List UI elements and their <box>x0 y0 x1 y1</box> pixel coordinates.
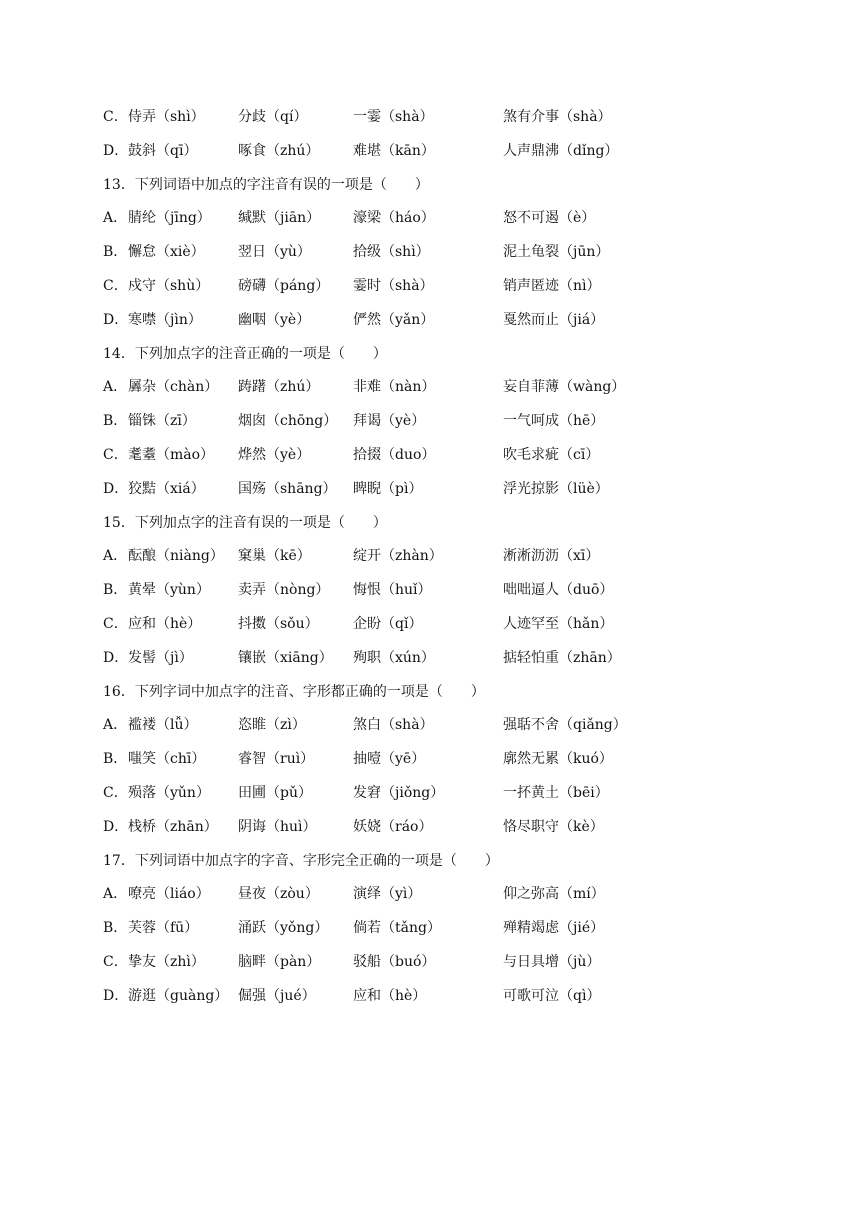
option-row <box>103 917 820 939</box>
option-item: 咄咄逼人（duō） <box>503 582 614 599</box>
option-label: A． <box>103 717 128 734</box>
option-item: 耄耋（mào） <box>128 447 215 463</box>
option-item: 羼杂（chàn） <box>128 379 219 396</box>
option-label: B． <box>103 413 128 430</box>
option-item: 驳船（buó） <box>353 954 436 970</box>
option-item: 懈怠（xiè） <box>128 244 205 261</box>
option-item: 怒不可遏（è） <box>503 210 596 227</box>
question-text: 14．下列加点字的注音正确的一项是（ ） <box>103 345 387 362</box>
option-item: 煞白（shà） <box>353 717 434 734</box>
option-label: D． <box>103 311 129 328</box>
option-item: 应和（hè） <box>128 616 202 632</box>
question-stem <box>103 512 820 534</box>
option-row <box>103 985 820 1007</box>
option-row <box>103 613 820 635</box>
option-row <box>103 275 820 297</box>
question-text: 13．下列词语中加点的字注音有误的一项是（ ） <box>103 176 429 193</box>
option-item: 抽噎（yē） <box>353 751 426 768</box>
option-item: 倘若（tǎng） <box>353 920 441 937</box>
option-label: B． <box>103 582 128 599</box>
option-item: 霎时（shà） <box>353 278 434 294</box>
option-item: 侍弄（shì） <box>128 109 205 125</box>
option-item: 难堪（kān） <box>353 142 435 159</box>
option-label: C． <box>103 616 128 632</box>
option-item: 褴褛（lǚ） <box>128 717 198 734</box>
option-label: A． <box>103 548 128 565</box>
option-item: 抖擞（sǒu） <box>238 616 319 632</box>
option-item: 烟囱（chōng） <box>238 413 338 430</box>
option-label: C． <box>103 109 128 125</box>
option-item: 妄自菲薄（wàng） <box>503 379 626 396</box>
option-item: 拾级（shì） <box>353 244 430 261</box>
option-item: 仰之弥高（mí） <box>503 886 605 903</box>
option-item: 国殇（shāng） <box>238 480 337 497</box>
option-item: 廓然无累（kuó） <box>503 751 613 768</box>
option-label: A． <box>103 379 128 396</box>
option-item: 芙蓉（fū） <box>128 920 199 937</box>
option-row <box>103 140 820 162</box>
option-item: 游逛（guàng） <box>128 987 229 1004</box>
option-item: 殚精竭虑（jié） <box>503 920 605 937</box>
option-item: 黄晕（yùn） <box>128 582 210 599</box>
option-item: 栈桥（zhān） <box>128 818 218 835</box>
option-item: 妖娆（ráo） <box>353 818 433 835</box>
option-item: 酝酿（niàng） <box>128 548 224 565</box>
option-item: 脑畔（pàn） <box>238 954 321 970</box>
option-item: 俨然（yǎn） <box>353 311 435 328</box>
option-item: 人声鼎沸（dǐng） <box>503 142 619 159</box>
option-row <box>103 410 820 432</box>
option-item: 发髻（jì） <box>128 649 193 666</box>
question-text: 15．下列加点字的注音有误的一项是（ ） <box>103 514 387 531</box>
option-item: 煞有介事（shà） <box>503 109 612 125</box>
question-text: 17．下列词语中加点字的字音、字形完全正确的一项是（ ） <box>103 852 499 869</box>
option-label: D． <box>103 987 129 1004</box>
option-item: 吹毛求疵（cī） <box>503 447 600 463</box>
option-item: 磅礴（páng） <box>238 278 330 294</box>
option-item: 企盼（qǐ） <box>353 616 423 632</box>
option-row <box>103 647 820 669</box>
option-item: 阴诲（huì） <box>238 818 317 835</box>
option-item: 狡黠（xiá） <box>128 480 205 497</box>
option-row <box>103 444 820 466</box>
option-label: D． <box>103 818 129 835</box>
option-item: 寒噤（jìn） <box>128 311 202 328</box>
option-item: 戍守（shù） <box>128 278 210 294</box>
option-label: B． <box>103 920 128 937</box>
option-item: 殒落（yǔn） <box>128 785 210 801</box>
option-item: 田圃（pǔ） <box>238 785 312 801</box>
option-item: 强聒不舍（qiǎng） <box>503 717 627 734</box>
option-item: 绽开（zhàn） <box>353 548 443 565</box>
option-item: 睿智（ruì） <box>238 751 315 768</box>
option-item: 踌躇（zhú） <box>238 379 320 396</box>
option-item: 鼓斜（qī） <box>128 142 198 159</box>
option-item: 恣睢（zì） <box>238 717 306 734</box>
option-label: C． <box>103 447 128 463</box>
option-item: 拜谒（yè） <box>353 413 426 430</box>
option-label: C． <box>103 278 128 294</box>
option-row <box>103 478 820 500</box>
option-item: 烨然（yè） <box>238 447 311 463</box>
option-item: 泥土龟裂（jūn） <box>503 244 610 261</box>
option-item: 可歌可泣（qì） <box>503 987 601 1004</box>
question-stem <box>103 850 820 872</box>
option-item: 与日具增（jù） <box>503 954 601 970</box>
option-item: 卖弄（nòng） <box>238 582 330 599</box>
option-item: 腈纶（jīng） <box>128 210 211 227</box>
option-item: 悔恨（huǐ） <box>353 582 432 599</box>
option-row <box>103 782 820 804</box>
option-item: 戛然而止（jiá） <box>503 311 605 328</box>
option-item: 镶嵌（xiāng） <box>238 649 333 666</box>
option-row <box>103 748 820 770</box>
option-row <box>103 241 820 263</box>
option-item: 翌日（yù） <box>238 244 311 261</box>
option-item: 挚友（zhì） <box>128 954 205 970</box>
option-label: B． <box>103 751 128 768</box>
option-item: 嘹亮（liáo） <box>128 886 210 903</box>
option-item: 啄食（zhú） <box>238 142 320 159</box>
option-item: 演绎（yì） <box>353 886 422 903</box>
option-item: 恪尽职守（kè） <box>503 818 604 835</box>
option-label: A． <box>103 886 128 903</box>
option-row <box>103 545 820 567</box>
option-item: 倔强（jué） <box>238 987 316 1004</box>
option-item: 嗤笑（chī） <box>128 751 206 768</box>
option-item: 发窘（jiǒng） <box>353 785 445 801</box>
option-item: 锱铢（zī） <box>128 413 196 430</box>
option-row <box>103 714 820 736</box>
option-item: 殉职（xún） <box>353 649 435 666</box>
option-item: 应和（hè） <box>353 987 427 1004</box>
option-label: D． <box>103 649 129 666</box>
option-item: 涌跃（yǒng） <box>238 920 329 937</box>
question-stem <box>103 681 820 703</box>
question-stem <box>103 174 820 196</box>
option-row <box>103 951 820 973</box>
option-label: C． <box>103 785 128 801</box>
option-row <box>103 309 820 331</box>
option-label: D． <box>103 480 129 497</box>
option-label: A． <box>103 210 128 227</box>
option-item: 一霎（shà） <box>353 109 434 125</box>
option-item: 浮光掠影（lüè） <box>503 480 609 497</box>
option-row <box>103 207 820 229</box>
option-item: 睥睨（pì） <box>353 480 423 497</box>
option-item: 昼夜（zòu） <box>238 886 319 903</box>
question-stem <box>103 343 820 365</box>
option-row <box>103 816 820 838</box>
option-item: 非难（nàn） <box>353 379 436 396</box>
option-item: 掂轻怕重（zhān） <box>503 649 621 666</box>
option-label: D． <box>103 142 129 159</box>
option-item: 销声匿迹（nì） <box>503 278 601 294</box>
option-item: 窠巢（kē） <box>238 548 311 565</box>
option-row <box>103 883 820 905</box>
question-text: 16．下列字词中加点字的注音、字形都正确的一项是（ ） <box>103 683 485 700</box>
option-item: 淅淅沥沥（xī） <box>503 548 600 565</box>
option-item: 人迹罕至（hǎn） <box>503 616 614 632</box>
option-label: C． <box>103 954 128 970</box>
option-label: B． <box>103 244 128 261</box>
option-item: 幽咽（yè） <box>238 311 311 328</box>
option-row <box>103 376 820 398</box>
option-row <box>103 579 820 601</box>
option-item: 一抔黄土（bēi） <box>503 785 609 801</box>
option-item: 缄默（jiān） <box>238 210 321 227</box>
option-item: 一气呵成（hē） <box>503 413 605 430</box>
option-item: 濠梁（háo） <box>353 210 435 227</box>
option-row <box>103 106 820 128</box>
option-item: 拾掇（duo） <box>353 447 436 463</box>
option-item: 分歧（qí） <box>238 109 308 125</box>
